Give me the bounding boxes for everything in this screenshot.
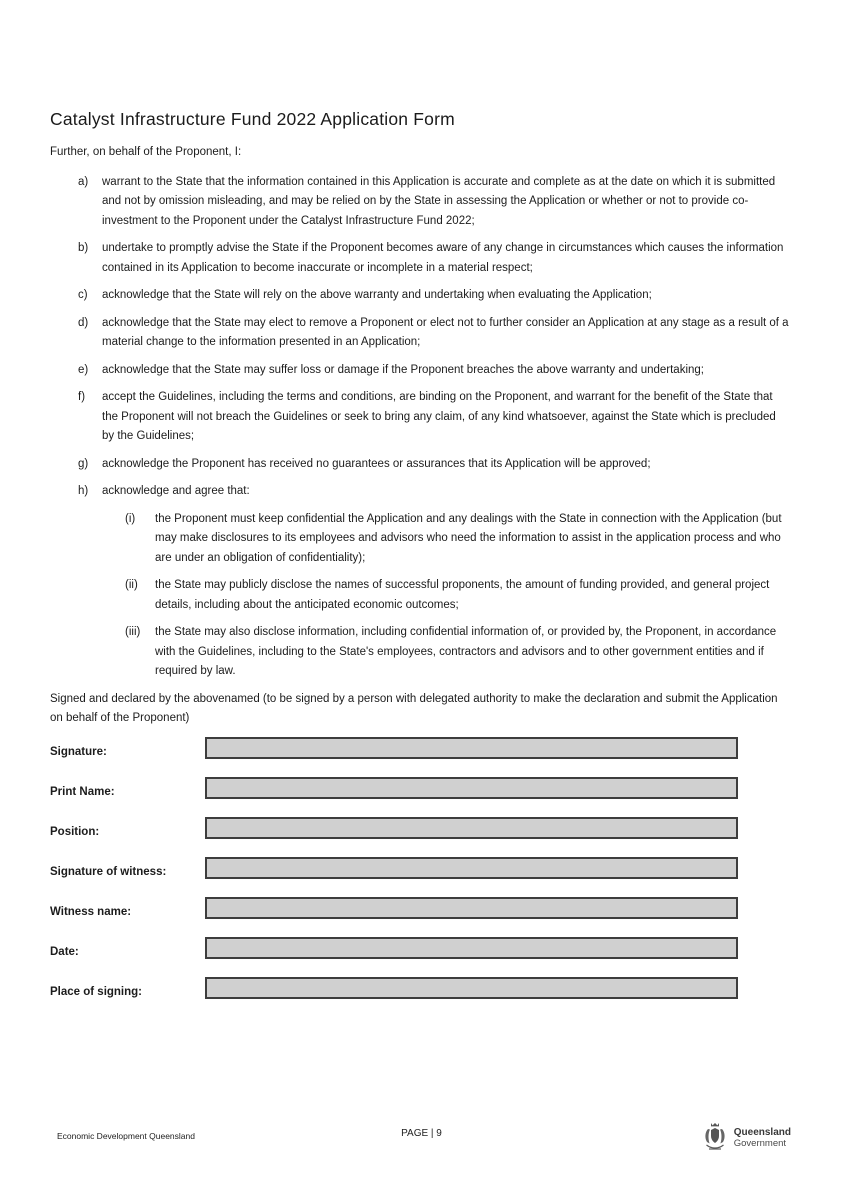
list-item: [50, 286, 790, 306]
logo-line-government: Government: [733, 1138, 787, 1149]
position-input[interactable]: [205, 817, 738, 839]
sublist-marker: (iii): [125, 626, 141, 638]
sublist-item: [50, 623, 790, 682]
sublist-item: [50, 576, 790, 615]
list-marker: d): [78, 316, 89, 329]
list-item-text: accept the Guidelines, including the terms and conditions, are binding on the Proponent, and warrant for the benefit of the State that the Proponent will not breach the Guidelines or seek to bring any claim, of any kind whatsoever, against the State which is precluded by the Guidelines;: [102, 391, 776, 442]
declaration-list: [50, 173, 790, 682]
signature-label: Signature:: [50, 745, 107, 758]
list-item: [50, 173, 790, 232]
list-item-text: acknowledge that the State will rely on the above warranty and undertaking when evaluating the Application;: [102, 289, 652, 301]
witness-name-label: Witness name:: [50, 905, 132, 918]
witness-signature-label: Signature of witness:: [50, 865, 167, 878]
print-name-label: Print Name:: [50, 785, 115, 798]
list-item-text: undertake to promptly advise the State if the Proponent becomes aware of any change in circumstances which causes the information contained in its Application to become inaccurate or incomplete in a material respect;: [102, 242, 784, 274]
witness-name-input[interactable]: [205, 897, 738, 919]
list-item: [50, 239, 790, 278]
list-item-text: warrant to the State that the information contained in this Application is accurate and complete as at the date on which it is submitted and not by omission misleading, and may be relied on by the State in assessing the Application or whether or not to provide co-investment to the Proponent under the Catalyst Infrastructure Fund 2022;: [102, 175, 776, 227]
field-row-print-name: [50, 777, 790, 799]
place-of-signing-input[interactable]: [205, 977, 738, 999]
field-row-witness-name: [50, 897, 790, 919]
intro-paragraph: Further, on behalf of the Proponent, I:: [50, 146, 242, 158]
list-item-text: acknowledge the Proponent has received no guarantees or assurances that its Application will be approved;: [102, 457, 651, 470]
queensland-government-logo: [700, 1120, 791, 1156]
list-marker: e): [78, 363, 89, 376]
list-item-text: acknowledge and agree that:: [102, 485, 250, 497]
field-row-position: [50, 817, 790, 839]
list-item: [50, 482, 790, 682]
list-marker: h): [78, 485, 89, 497]
sublist-marker: (i): [125, 512, 136, 525]
field-row-date: [50, 937, 790, 959]
logo-line-queensland: Queensland: [733, 1127, 791, 1138]
footer-org-name: Economic Development Queensland: [57, 1131, 195, 1141]
field-row-witness-signature: [50, 857, 790, 879]
date-label: Date:: [50, 945, 79, 958]
sublist-item-text: the Proponent must keep confidential the Application and any dealings with the State in connection with the Application (but may make disclosures to its employees and advisors who need the information to assist in the application process and who are under an obligation of confidentiality);: [155, 512, 782, 564]
declaration-sublist: [50, 510, 790, 682]
list-item-text: acknowledge that the State may elect to remove a Proponent or elect not to further consider an Application at any stage as a result of a material change to the information presented in an Application;: [102, 316, 789, 348]
document-content: [50, 109, 790, 1017]
sublist-item-text: the State may publicly disclose the names of successful proponents, the amount of funding provided, and general project details, including about the anticipated economic outcomes;: [155, 579, 770, 611]
signature-input[interactable]: [205, 737, 738, 759]
position-label: Position:: [50, 825, 100, 838]
field-row-signature: [50, 737, 790, 759]
list-marker: a): [78, 175, 89, 188]
queensland-coat-of-arms-icon: [700, 1120, 730, 1156]
print-name-input[interactable]: [205, 777, 738, 799]
list-marker: c): [78, 289, 88, 301]
page-footer: [0, 1118, 843, 1168]
list-marker: g): [78, 457, 89, 470]
list-item-text: acknowledge that the State may suffer loss or damage if the Proponent breaches the above warranty and undertaking;: [102, 363, 704, 376]
list-marker: f): [78, 391, 86, 403]
sublist-item: [50, 510, 790, 569]
place-of-signing-label: Place of signing:: [50, 985, 143, 998]
page-title: Catalyst Infrastructure Fund 2022 Application Form: [50, 109, 455, 129]
list-item: [50, 388, 790, 447]
sublist-item-text: the State may also disclose information, including confidential information of, or provided by, the Proponent, in accordance with the Guidelines, including to the State's employees, contractors and advisors and to other government entities and if required by law.: [155, 626, 777, 677]
date-input[interactable]: [205, 937, 738, 959]
logo-text: [734, 1127, 791, 1149]
declaration-statement: Signed and declared by the abovenamed (to be signed by a person with delegated authority to make the declaration and submit the Application on behalf of the Proponent): [50, 692, 778, 724]
list-marker: b): [78, 242, 89, 254]
sublist-marker: (ii): [125, 579, 138, 591]
list-item: [50, 361, 790, 381]
witness-signature-input[interactable]: [205, 857, 738, 879]
field-row-place-of-signing: [50, 977, 790, 999]
footer-page-number: PAGE | 9: [401, 1128, 442, 1139]
list-item: [50, 455, 790, 475]
signature-fields-section: [50, 737, 790, 999]
list-item: [50, 314, 790, 353]
